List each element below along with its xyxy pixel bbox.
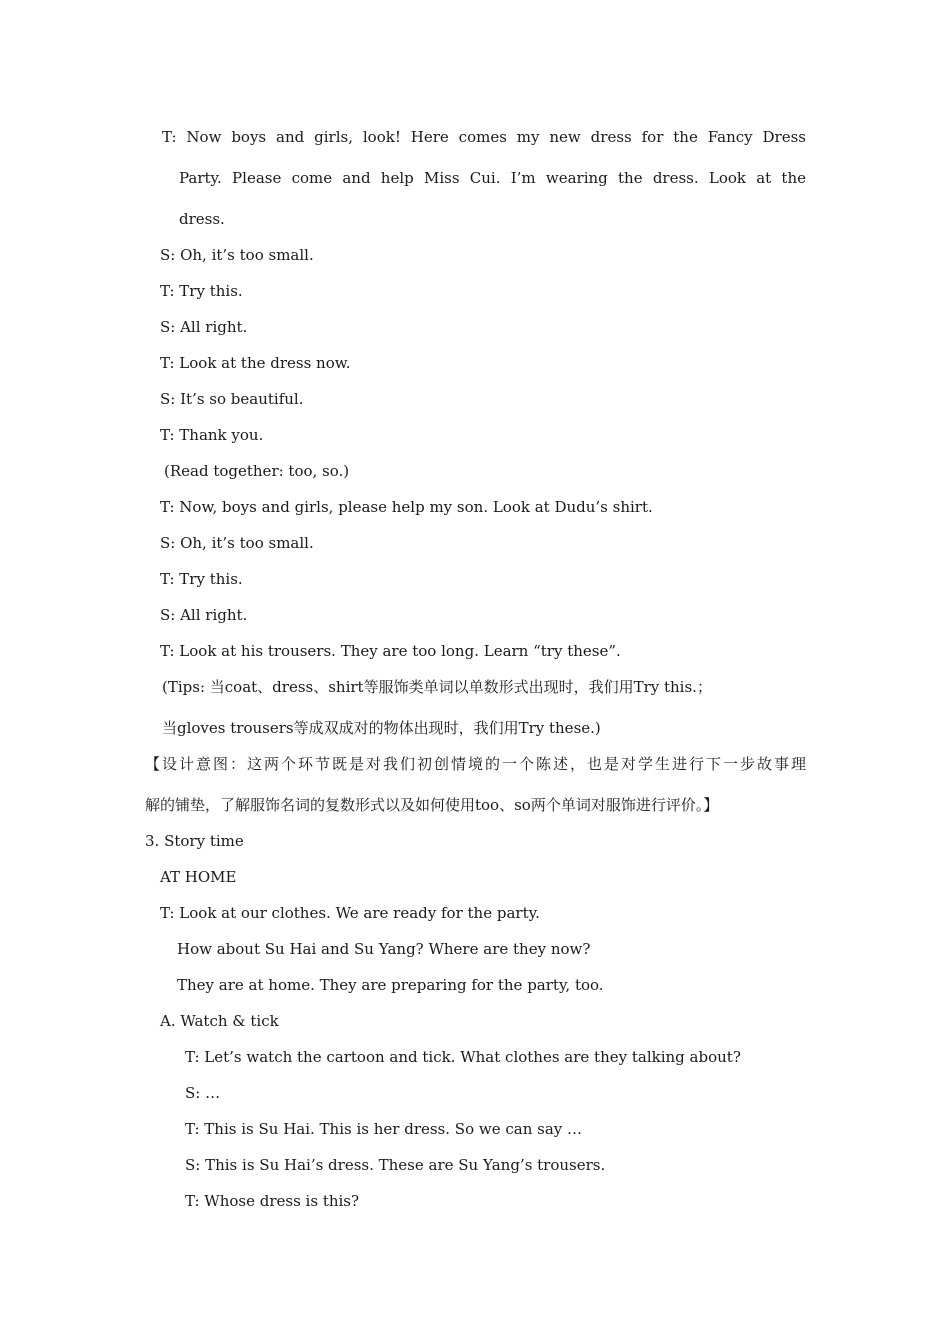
dialogue-line: S: Oh, it’s too small. xyxy=(160,246,314,264)
dialogue-line: S: This is Su Hai’s dress. These are Su Yang’s trousers. xyxy=(185,1156,606,1174)
dialogue-line: T: Whose dress is this? xyxy=(185,1192,360,1210)
tips-line: 当gloves trousers等成双成对的物体出现时，我们用Try these.) xyxy=(162,719,601,737)
subheading: AT HOME xyxy=(160,868,237,886)
section-heading: 3. Story time xyxy=(145,832,244,850)
dialogue-line: S: … xyxy=(185,1084,221,1102)
dialogue-line: S: It’s so beautiful. xyxy=(160,390,304,408)
dialogue-line: S: All right. xyxy=(160,606,248,624)
dialogue-line: T: Try this. xyxy=(160,570,243,588)
design-intent-line: 【设计意图：这两个环节既是对我们初创情境的一个陈述，也是对学生进行下一步故事理 xyxy=(145,755,806,773)
dialogue-line: T: Look at his trousers. They are too long. Learn “try these”. xyxy=(160,642,621,660)
dialogue-line: How about Su Hai and Su Yang? Where are they now? xyxy=(177,940,591,958)
dialogue-line: T: Look at our clothes. We are ready for the party. xyxy=(160,904,540,922)
design-intent-line: 解的铺垫，了解服饰名词的复数形式以及如何使用too、so两个单词对服饰进行评价。】 xyxy=(145,796,719,814)
dialogue-line: They are at home. They are preparing for the party, too. xyxy=(177,976,604,994)
dialogue-line: T: Let’s watch the cartoon and tick. What clothes are they talking about? xyxy=(185,1048,741,1066)
dialogue-line: dress. xyxy=(179,210,225,228)
dialogue-line: S: All right. xyxy=(160,318,248,336)
note-line: (Read together: too, so.) xyxy=(164,462,350,480)
dialogue-line: T: Now boys and girls, look! Here comes my new dress for the Fancy Dress xyxy=(162,128,806,146)
dialogue-line: T: This is Su Hai. This is her dress. So we can say … xyxy=(185,1120,583,1138)
dialogue-line: T: Look at the dress now. xyxy=(160,354,351,372)
dialogue-line: T: Try this. xyxy=(160,282,243,300)
dialogue-line: Party. Please come and help Miss Cui. I’m wearing the dress. Look at the xyxy=(179,169,806,187)
dialogue-line: S: Oh, it’s too small. xyxy=(160,534,314,552)
activity-heading: A. Watch & tick xyxy=(160,1012,279,1030)
tips-line: (Tips: 当coat、dress、shirt等服饰类单词以单数形式出现时，我们用Try this.； xyxy=(162,678,712,696)
dialogue-line: T: Thank you. xyxy=(160,426,264,444)
dialogue-line: T: Now, boys and girls, please help my son. Look at Dudu’s shirt. xyxy=(160,498,653,516)
